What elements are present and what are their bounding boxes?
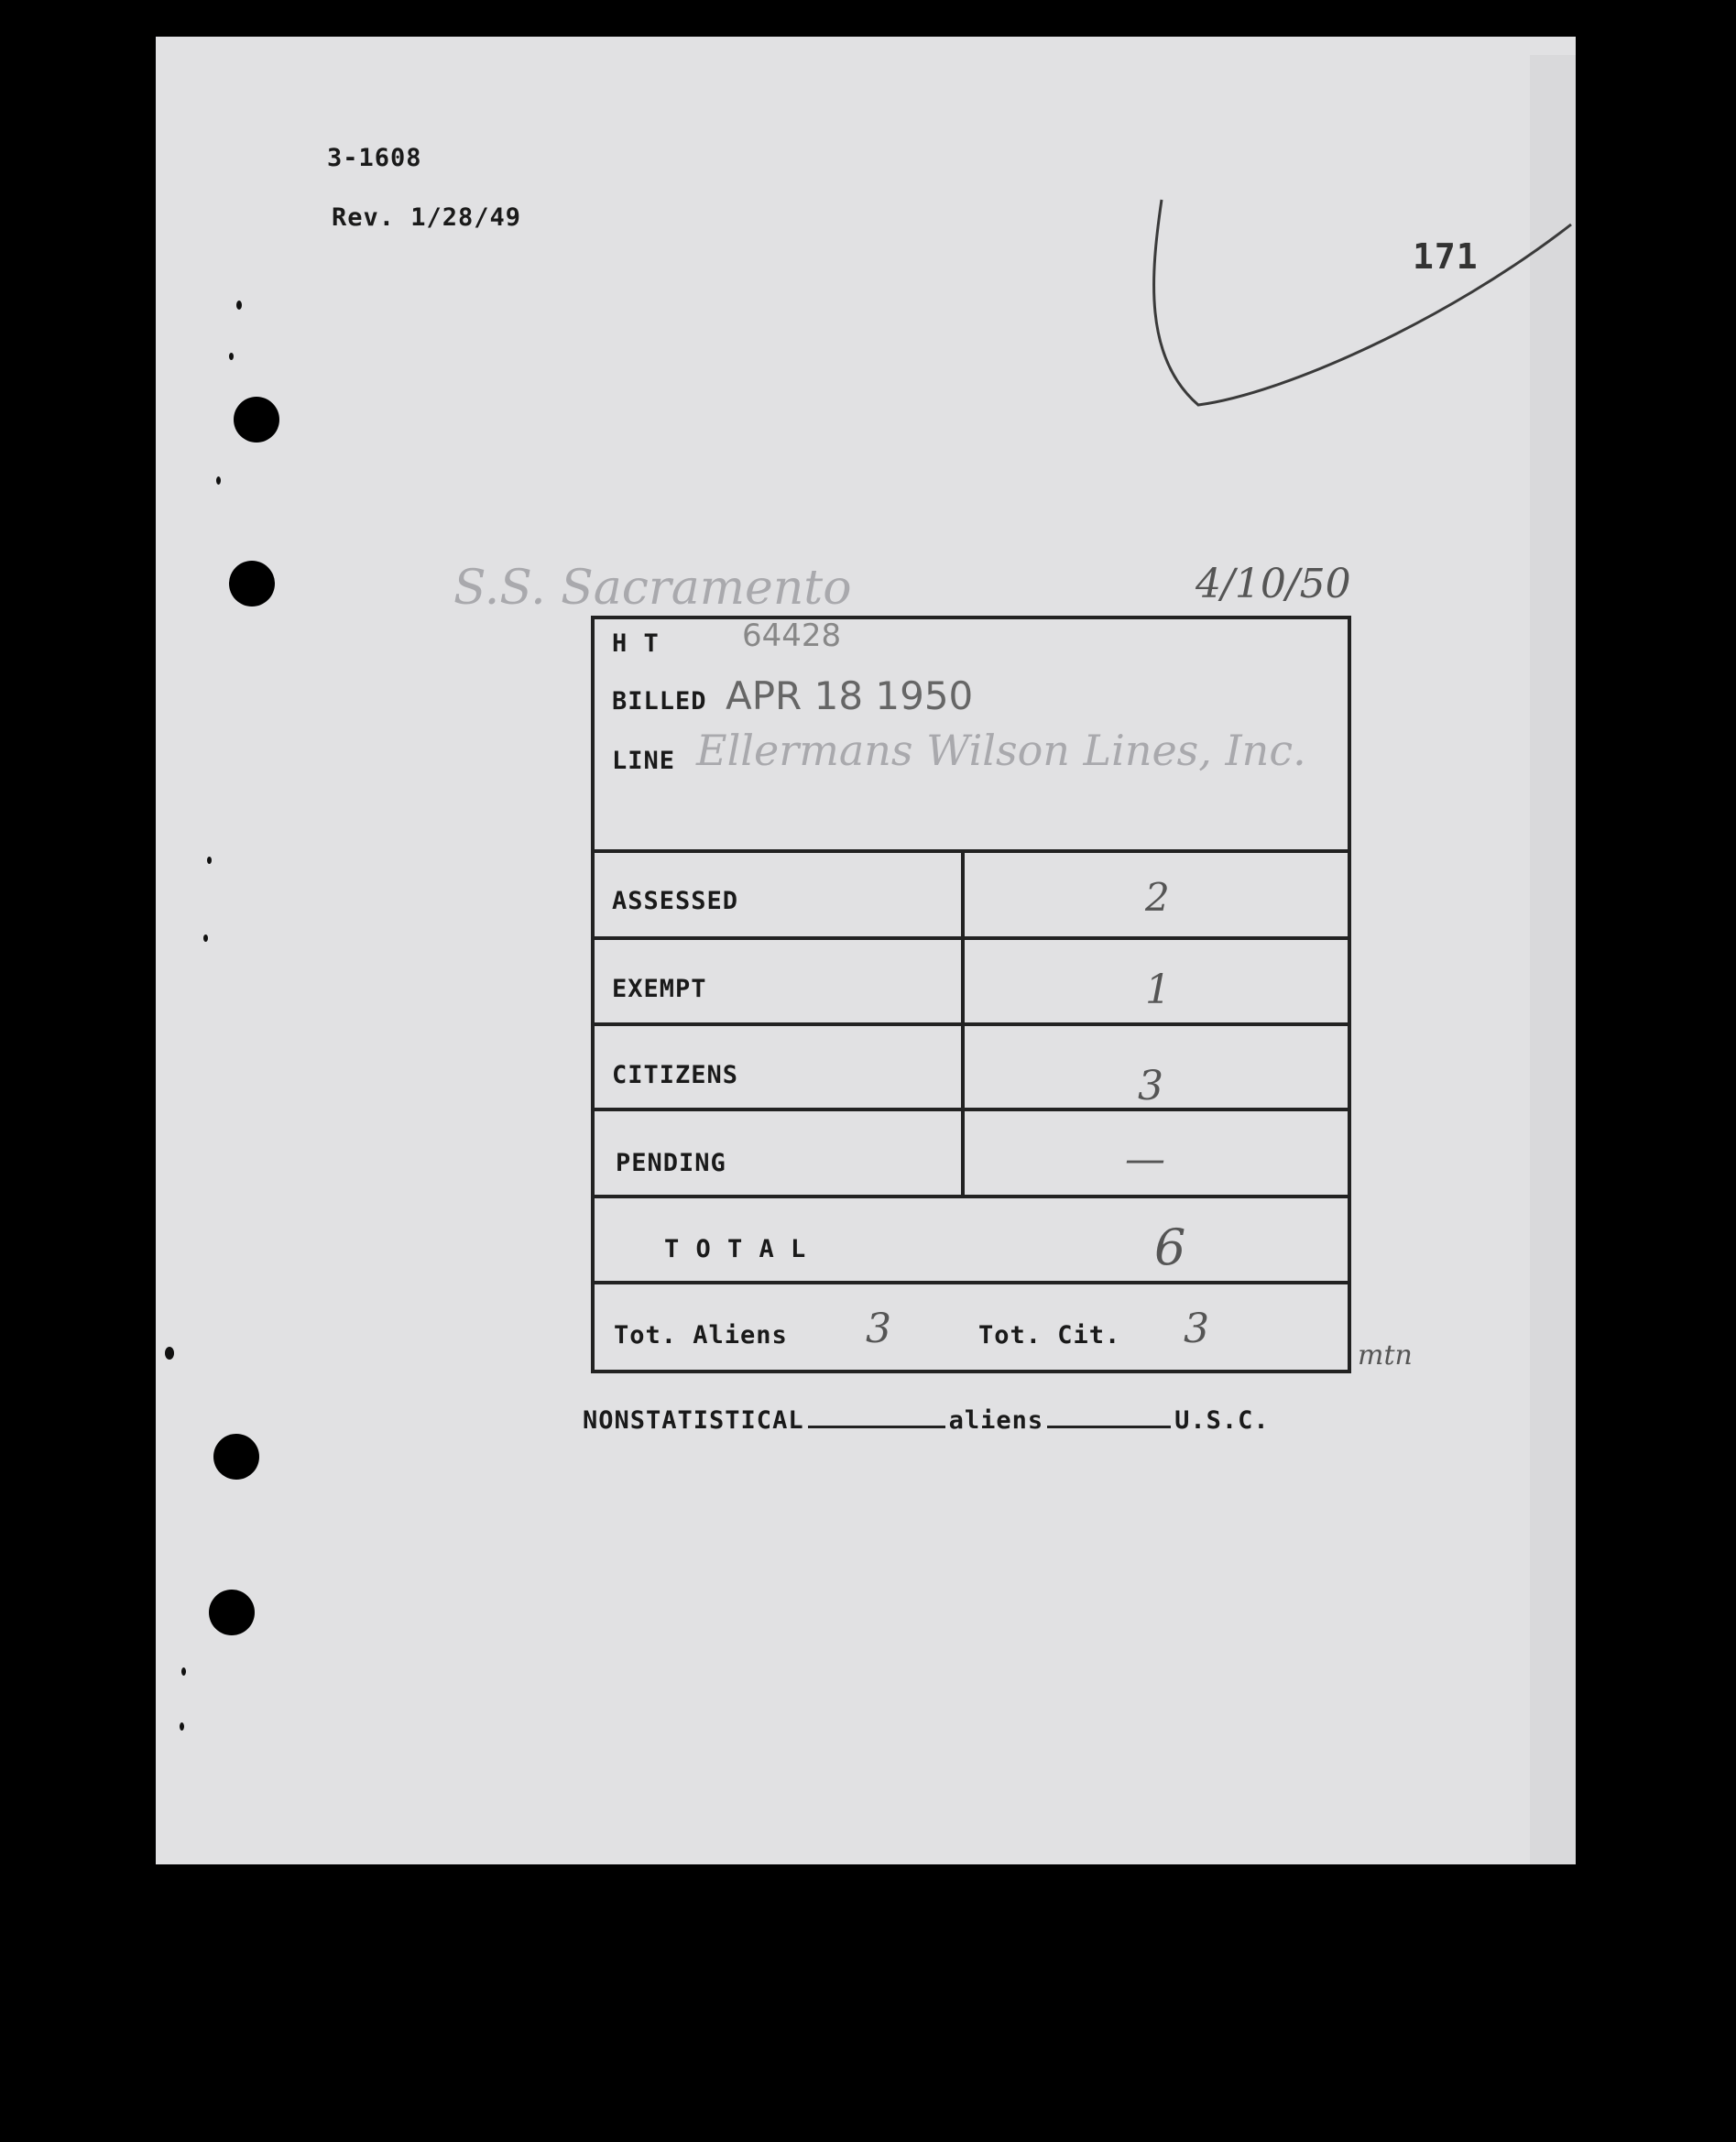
check-mark: [1145, 192, 1585, 421]
billed-label: BILLED: [612, 687, 707, 716]
speck: [216, 476, 221, 485]
speck: [181, 1667, 186, 1676]
tot-cit-value: 3: [1184, 1306, 1209, 1352]
speck: [207, 857, 212, 864]
pending-label: PENDING: [616, 1149, 726, 1177]
tot-aliens-label: Tot. Aliens: [614, 1321, 788, 1350]
exempt-value: 1: [1145, 967, 1171, 1013]
punch-hole: [229, 561, 275, 607]
citizens-value: 3: [1138, 1063, 1163, 1109]
speck: [165, 1347, 174, 1360]
speck: [203, 934, 208, 942]
aliens-blank: [808, 1424, 945, 1428]
punch-hole: [209, 1590, 255, 1635]
total-label: T O T A L: [664, 1235, 807, 1263]
form-revision: Rev. 1/28/49: [332, 203, 522, 232]
punch-hole: [213, 1434, 259, 1480]
page-number: 171: [1413, 236, 1479, 277]
speck: [229, 353, 234, 360]
nonstatistical-line: [583, 1406, 1270, 1435]
nonstatistical-label: NONSTATISTICAL: [583, 1406, 804, 1435]
speck: [236, 301, 242, 310]
assessed-value: 2: [1145, 875, 1170, 920]
punch-hole: [234, 397, 279, 443]
total-value: 6: [1154, 1219, 1186, 1276]
aliens-label: aliens: [948, 1406, 1044, 1435]
ht-number: 64428: [742, 617, 842, 654]
exempt-label: EXEMPT: [612, 975, 707, 1003]
line-label: LINE: [612, 747, 676, 775]
tot-aliens-value: 3: [866, 1306, 891, 1352]
initials: mtn: [1358, 1339, 1413, 1372]
line-value: Ellermans Wilson Lines, Inc.: [696, 726, 1306, 775]
ship-name: S.S. Sacramento: [453, 561, 852, 616]
pending-value: —: [1125, 1136, 1165, 1183]
assessed-label: ASSESSED: [612, 887, 739, 915]
speck: [180, 1722, 184, 1731]
handwritten-date: 4/10/50: [1196, 561, 1351, 607]
ht-label: H T: [612, 629, 660, 658]
billed-stamp: APR 18 1950: [726, 673, 974, 718]
form-number: 3-1608: [327, 144, 422, 172]
usc-label: U.S.C.: [1174, 1406, 1270, 1435]
tot-cit-label: Tot. Cit.: [978, 1321, 1121, 1350]
usc-blank: [1047, 1424, 1171, 1428]
citizens-label: CITIZENS: [612, 1061, 739, 1089]
